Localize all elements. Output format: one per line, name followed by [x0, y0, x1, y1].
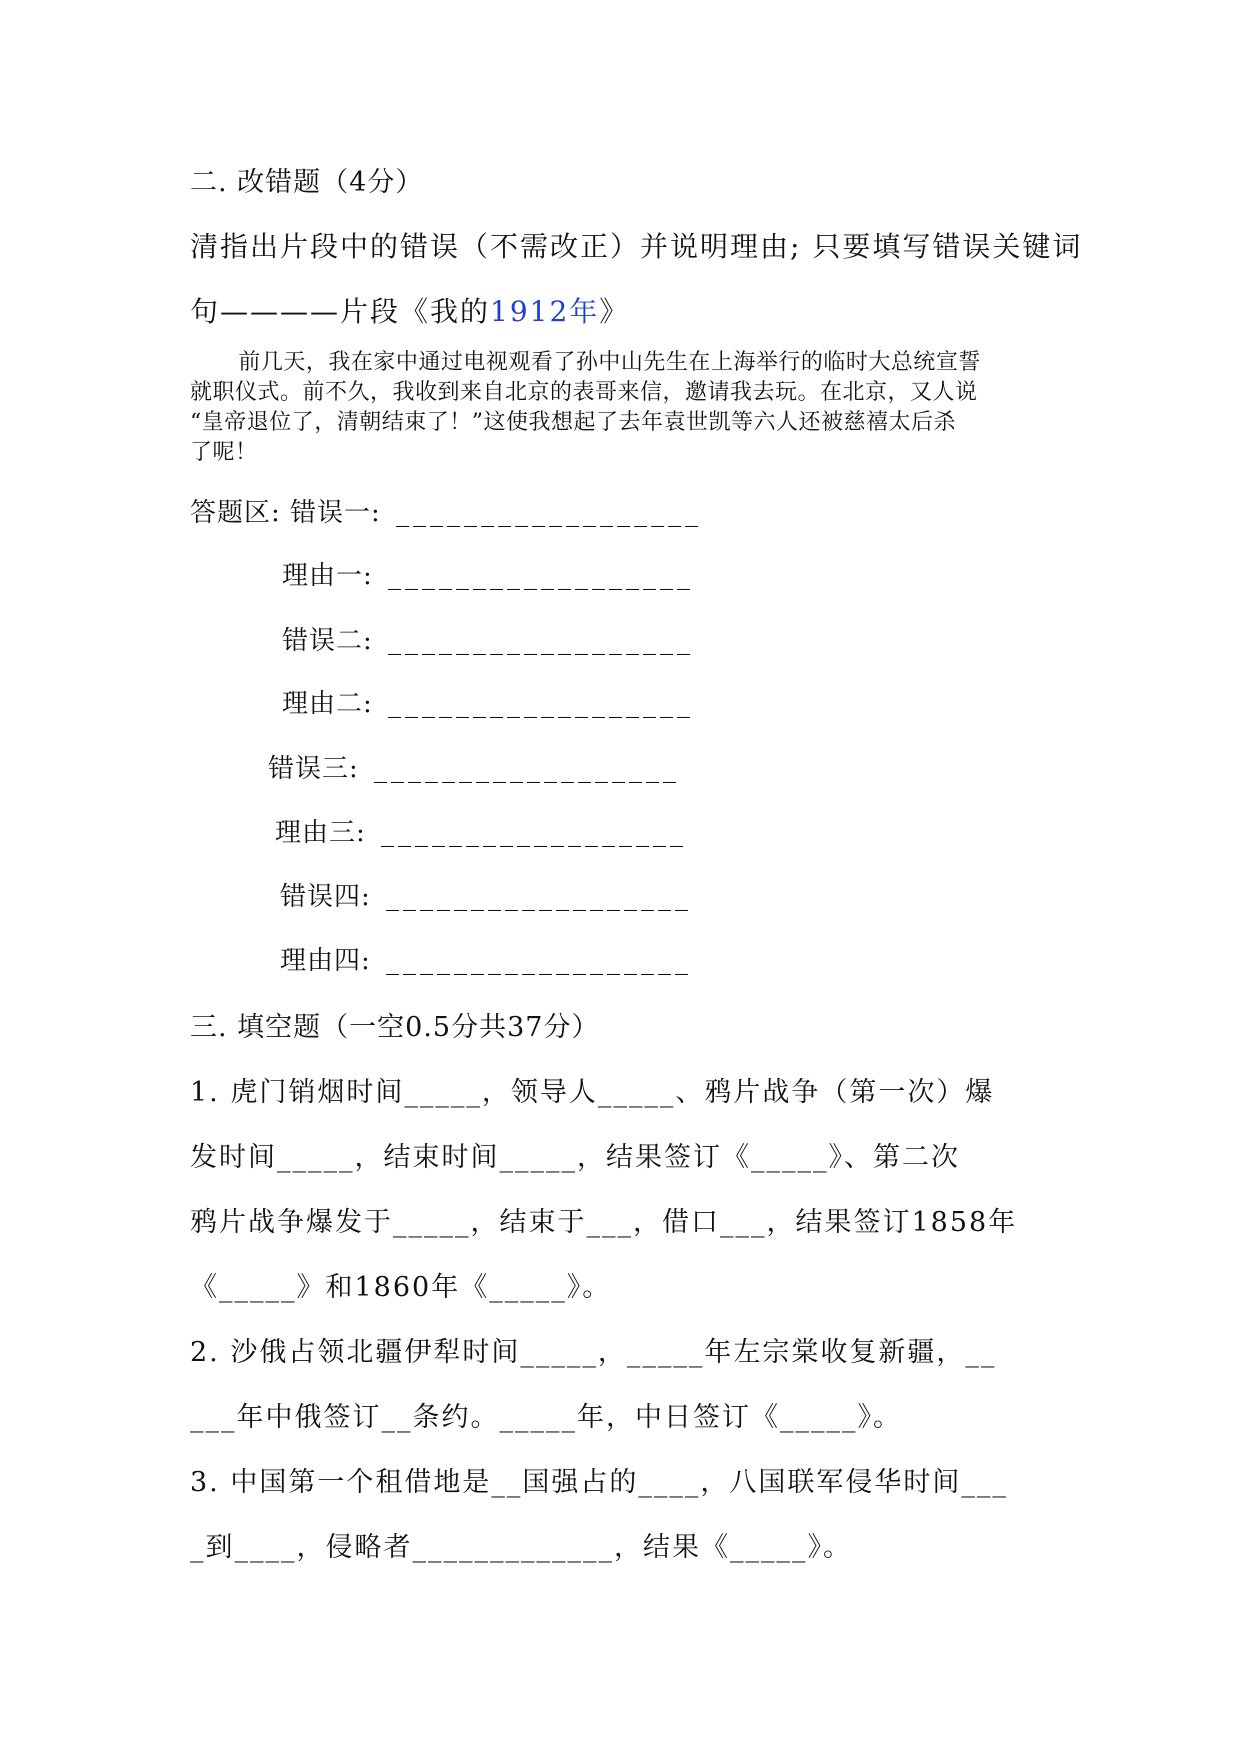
answer-blank[interactable]: __________________: [388, 561, 695, 591]
section2-instruction-line2: [190, 290, 629, 330]
answer-label: 错误一:: [290, 498, 381, 528]
passage-line: 前几天，我在家中通过电视观看了孙中山先生在上海举行的临时大总统宣誓: [238, 350, 981, 375]
passage-line: 了呢！: [190, 440, 258, 465]
instruction-suffix: 》: [599, 295, 630, 328]
question1-line: 鸦片战争爆发于_____，结束于___，借口___，结果签订1858年: [190, 1207, 1018, 1238]
answer-label: 理由二:: [282, 689, 373, 719]
answer-blank[interactable]: __________________: [386, 882, 693, 912]
passage-line: “皇帝退位了，清朝结束了！”这使我想起了去年袁世凯等六人还被慈禧太后杀: [190, 410, 956, 435]
answer-label: 错误二:: [282, 626, 373, 656]
question1-line: 1. 虎门销烟时间_____，领导人_____、鸦片战争（第一次）爆: [190, 1077, 995, 1108]
question1-line: 发时间_____，结束时间_____，结果签订《_____》、第二次: [190, 1142, 960, 1173]
passage-line: 就职仪式。前不久，我收到来自北京的表哥来信，邀请我去玩。在北京，又人说: [190, 380, 978, 405]
answer-row-error2: [282, 620, 694, 657]
answer-label: 理由四:: [280, 946, 371, 976]
answer-row-error1: [190, 492, 702, 529]
answer-blank[interactable]: __________________: [396, 498, 703, 528]
question2-line: 2. 沙俄占领北疆伊犁时间_____，_____年左宗棠收复新疆，__: [190, 1337, 997, 1368]
answer-row-reason1: [282, 555, 694, 592]
question1-line: 《_____》和1860年《_____》。: [190, 1272, 612, 1303]
answer-row-reason3: [275, 812, 687, 849]
answer-row-error4: [280, 876, 692, 913]
section3-heading: 三. 填空题（一空0.5分共37分）: [190, 1012, 600, 1043]
section2-instruction-line1: 清指出片段中的错误（不需改正）并说明理由; 只要填写错误关键词: [190, 230, 1083, 263]
answer-label: 错误三:: [268, 754, 359, 784]
answer-blank[interactable]: __________________: [386, 946, 693, 976]
question2-line: ___年中俄签订__条约。_____年，中日签订《_____》。: [190, 1402, 902, 1433]
answer-row-reason2: [282, 683, 694, 720]
instruction-prefix: 句————片段《我的: [190, 295, 491, 328]
answer-blank[interactable]: __________________: [374, 754, 681, 784]
question3-line: _到____，侵略者_____________，结果《_____》。: [190, 1532, 852, 1563]
answer-row-reason4: [280, 940, 692, 977]
section2-heading: 二. 改错题（4分）: [190, 167, 424, 198]
answer-blank[interactable]: __________________: [388, 689, 695, 719]
answer-label: 理由一:: [282, 561, 373, 591]
answer-blank[interactable]: __________________: [381, 818, 688, 848]
answer-area-label: 答题区:: [190, 498, 281, 528]
answer-label: 错误四:: [280, 882, 371, 912]
passage: [190, 348, 1060, 468]
answer-blank[interactable]: __________________: [388, 626, 695, 656]
instruction-year: 1912年: [490, 295, 600, 328]
question3-line: 3. 中国第一个租借地是__国强占的____，八国联军侵华时间___: [190, 1467, 1008, 1498]
answer-row-error3: [268, 748, 680, 785]
answer-label: 理由三:: [275, 818, 366, 848]
